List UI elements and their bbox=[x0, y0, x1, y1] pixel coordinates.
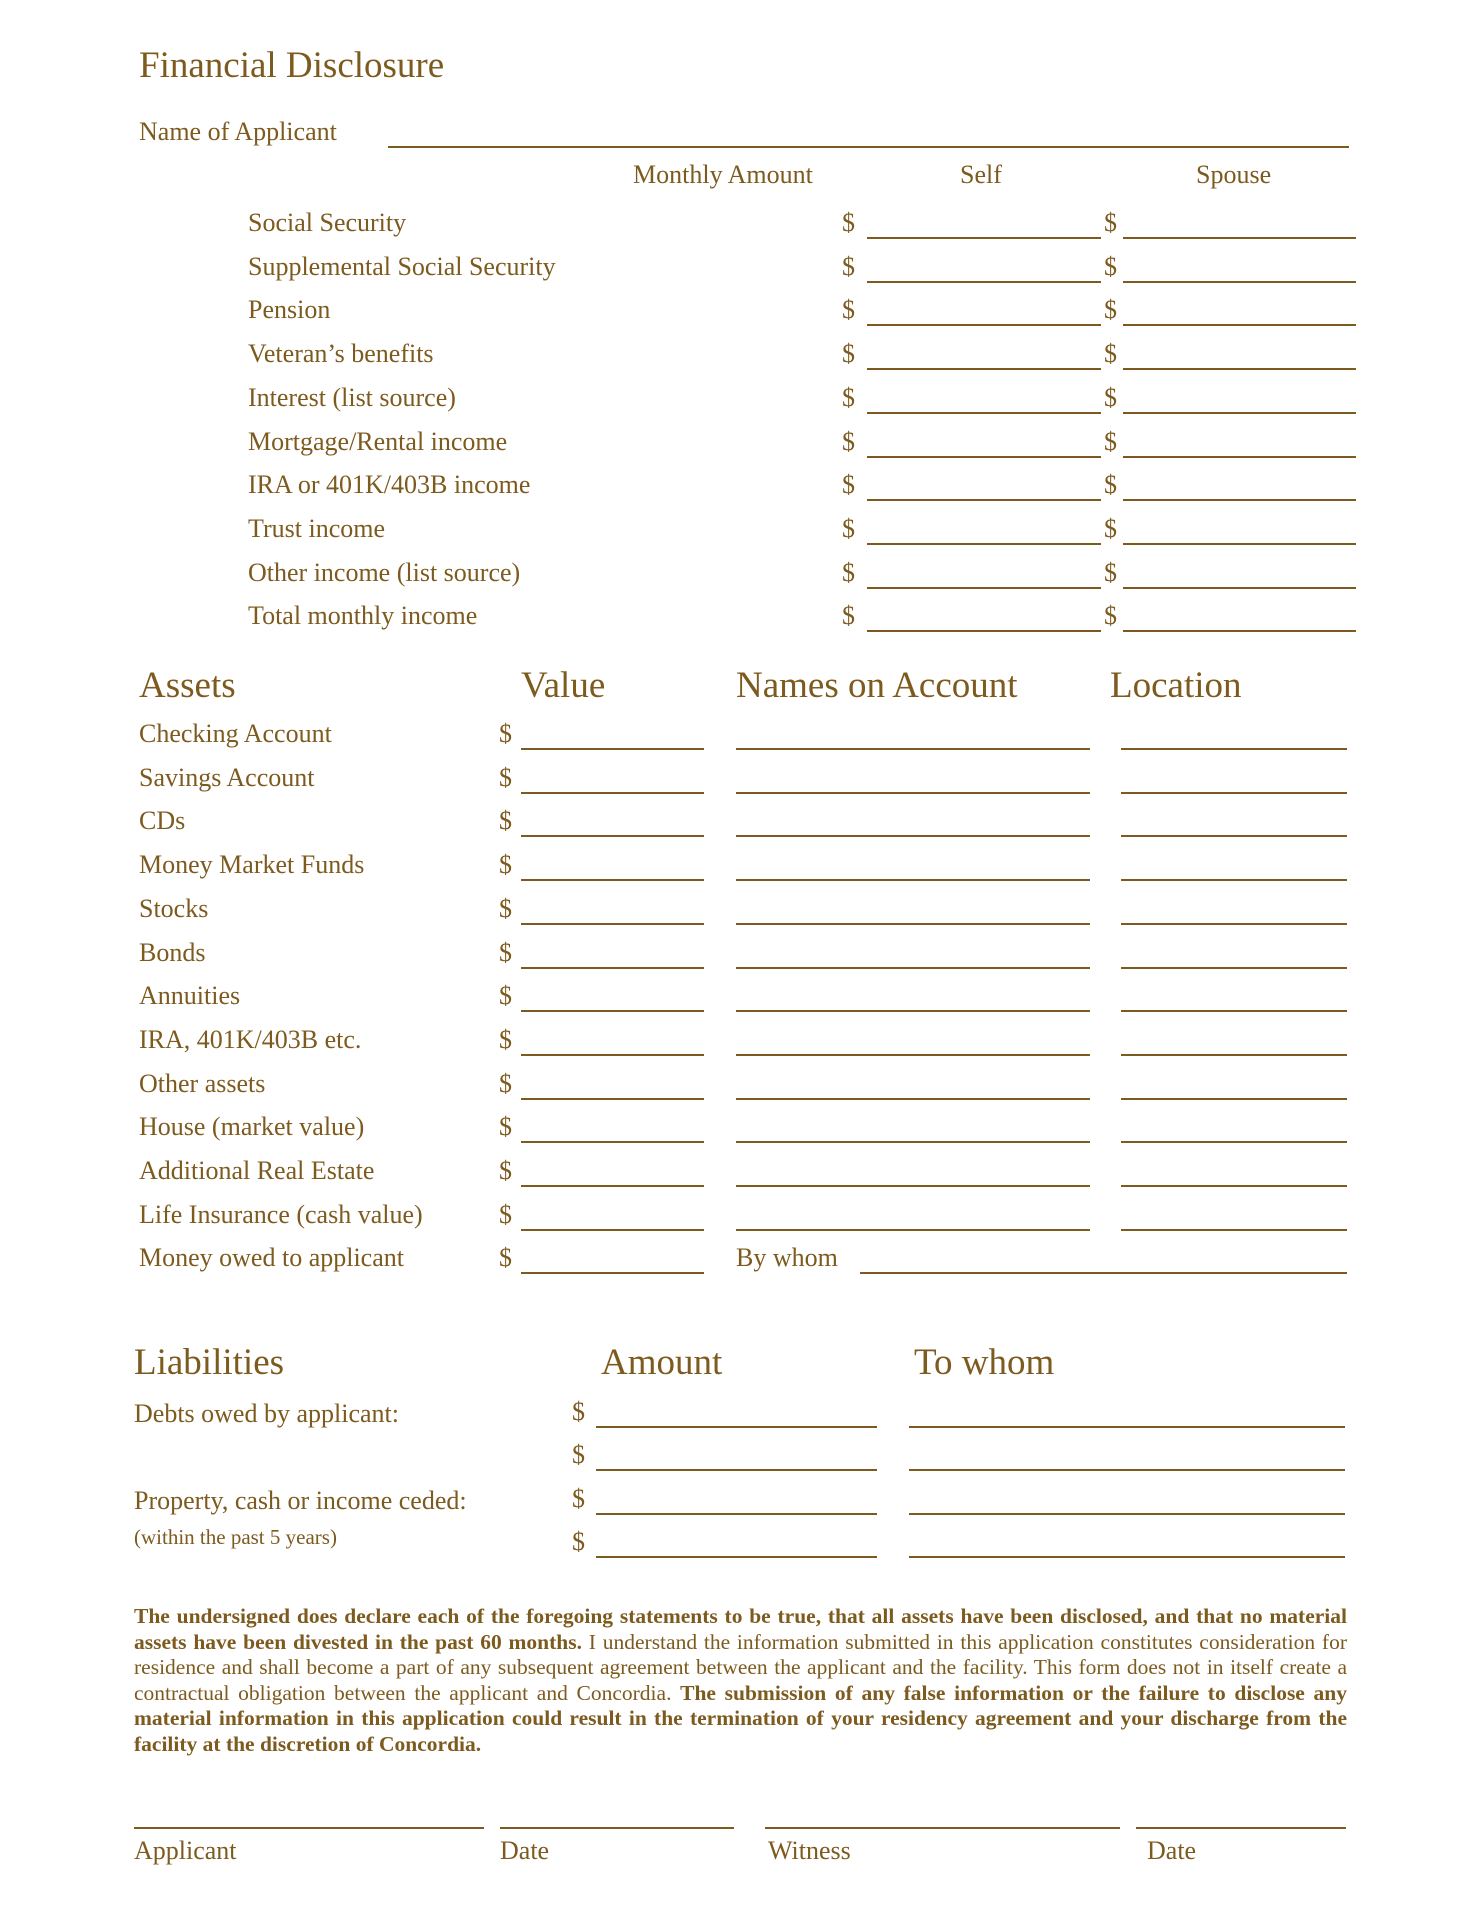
by-whom-field[interactable] bbox=[860, 1272, 1347, 1274]
liability-amount-field[interactable] bbox=[596, 1426, 877, 1428]
dollar-sign: $ bbox=[1104, 513, 1117, 543]
asset-row-label: Bonds bbox=[139, 937, 206, 967]
dollar-sign: $ bbox=[499, 762, 512, 792]
applicant-signature-line[interactable] bbox=[134, 1827, 484, 1829]
asset-value-field[interactable] bbox=[521, 1010, 704, 1012]
dollar-sign: $ bbox=[499, 1024, 512, 1054]
dollar-sign: $ bbox=[1104, 208, 1117, 237]
income-spouse-field[interactable] bbox=[1123, 630, 1356, 632]
dollar-sign: $ bbox=[1104, 426, 1117, 456]
dollar-sign: $ bbox=[842, 295, 855, 325]
asset-row-label: Life Insurance (cash value) bbox=[139, 1199, 423, 1229]
income-self-field[interactable] bbox=[867, 499, 1101, 501]
income-spouse-field[interactable] bbox=[1123, 543, 1356, 545]
declaration-normal: I understand the information submitted in this application constitutes consideration for residence and shall become a part of any subsequent agreement between the applicant and the facility. This form does not in itself create a contractual obligation between the applicant and Concordia. bbox=[134, 1629, 1347, 1705]
date-line-2[interactable] bbox=[1136, 1827, 1346, 1829]
liability-to-whom-field[interactable] bbox=[909, 1469, 1345, 1471]
witness-signature-line[interactable] bbox=[765, 1827, 1120, 1829]
asset-value-field[interactable] bbox=[521, 967, 704, 969]
income-row-label: Veteran’s benefits bbox=[248, 339, 434, 369]
income-self-field[interactable] bbox=[867, 281, 1101, 283]
income-spouse-field[interactable] bbox=[1123, 281, 1356, 283]
names-on-account-header: Names on Account bbox=[736, 665, 1018, 706]
dollar-sign: $ bbox=[499, 1068, 512, 1098]
asset-location-field[interactable] bbox=[1121, 967, 1347, 969]
liability-amount-field[interactable] bbox=[596, 1513, 877, 1515]
dollar-sign: $ bbox=[842, 601, 855, 631]
asset-names-field[interactable] bbox=[736, 792, 1090, 794]
dollar-sign: $ bbox=[499, 850, 512, 880]
dollar-sign: $ bbox=[842, 251, 855, 281]
dollar-sign: $ bbox=[572, 1483, 585, 1513]
income-self-field[interactable] bbox=[867, 412, 1101, 414]
dollar-sign: $ bbox=[1104, 295, 1117, 325]
asset-location-field[interactable] bbox=[1121, 1229, 1347, 1231]
dollar-sign: $ bbox=[1104, 557, 1117, 587]
dollar-sign: $ bbox=[842, 208, 855, 237]
asset-location-field[interactable] bbox=[1121, 1141, 1347, 1143]
dollar-sign: $ bbox=[499, 1112, 512, 1142]
dollar-sign: $ bbox=[499, 1199, 512, 1229]
asset-names-field[interactable] bbox=[736, 748, 1090, 750]
dollar-sign: $ bbox=[842, 426, 855, 456]
income-spouse-field[interactable] bbox=[1123, 499, 1356, 501]
asset-value-field[interactable] bbox=[521, 1054, 704, 1056]
asset-row-label: House (market value) bbox=[139, 1112, 365, 1142]
asset-row-label: CDs bbox=[139, 806, 186, 836]
date-label-1: Date bbox=[500, 1836, 550, 1865]
asset-value-field[interactable] bbox=[521, 1098, 704, 1100]
dollar-sign: $ bbox=[499, 1156, 512, 1185]
dollar-sign: $ bbox=[842, 339, 855, 369]
applicant-name-field[interactable] bbox=[388, 146, 1349, 148]
asset-row-label: IRA, 401K/403B etc. bbox=[139, 1024, 362, 1054]
asset-names-field[interactable] bbox=[736, 835, 1090, 837]
asset-row-label: Additional Real Estate bbox=[139, 1156, 375, 1185]
value-header: Value bbox=[521, 665, 606, 706]
asset-location-field[interactable] bbox=[1121, 1185, 1347, 1187]
dollar-sign: $ bbox=[499, 937, 512, 967]
income-self-field[interactable] bbox=[867, 456, 1101, 458]
dollar-sign: $ bbox=[572, 1440, 585, 1470]
income-self-field[interactable] bbox=[867, 587, 1101, 589]
asset-location-field[interactable] bbox=[1121, 835, 1347, 837]
date-label-2: Date bbox=[1147, 1836, 1197, 1865]
income-self-field[interactable] bbox=[867, 324, 1101, 326]
income-row-label: Trust income bbox=[248, 513, 385, 543]
liabilities-header: Liabilities bbox=[134, 1342, 285, 1383]
income-spouse-field[interactable] bbox=[1123, 456, 1356, 458]
asset-row-label: Stocks bbox=[139, 893, 209, 923]
asset-names-field[interactable] bbox=[736, 1010, 1090, 1012]
asset-location-field[interactable] bbox=[1121, 879, 1347, 881]
declaration-paragraph bbox=[134, 1604, 1347, 1758]
applicant-signature-label: Applicant bbox=[134, 1836, 237, 1865]
asset-row-label: Savings Account bbox=[139, 762, 315, 792]
income-self-field[interactable] bbox=[867, 630, 1101, 632]
asset-names-field[interactable] bbox=[736, 879, 1090, 881]
asset-value-field[interactable] bbox=[521, 1272, 704, 1274]
dollar-sign: $ bbox=[572, 1527, 585, 1557]
self-header: Self bbox=[960, 160, 1002, 189]
asset-row-label: Money owed to applicant bbox=[139, 1243, 404, 1273]
income-self-field[interactable] bbox=[867, 237, 1101, 239]
dollar-sign: $ bbox=[1104, 601, 1117, 631]
asset-value-field[interactable] bbox=[521, 1141, 704, 1143]
property-ceded-label: Property, cash or income ceded: bbox=[134, 1486, 467, 1515]
dollar-sign: $ bbox=[1104, 470, 1117, 500]
income-row-label: Mortgage/Rental income bbox=[248, 426, 508, 456]
income-row-label: Other income (list source) bbox=[248, 557, 521, 587]
property-ceded-note: (within the past 5 years) bbox=[134, 1525, 337, 1549]
asset-row-label: Checking Account bbox=[139, 719, 332, 748]
amount-header: Amount bbox=[601, 1342, 723, 1383]
dollar-sign: $ bbox=[499, 981, 512, 1011]
asset-row-label: Money Market Funds bbox=[139, 850, 365, 880]
liability-to-whom-field[interactable] bbox=[909, 1513, 1345, 1515]
asset-value-field[interactable] bbox=[521, 923, 704, 925]
income-row-label: Social Security bbox=[248, 208, 407, 237]
income-self-field[interactable] bbox=[867, 543, 1101, 545]
asset-row-label: Other assets bbox=[139, 1068, 266, 1098]
asset-location-field[interactable] bbox=[1121, 1010, 1347, 1012]
asset-location-field[interactable] bbox=[1121, 1098, 1347, 1100]
asset-names-field[interactable] bbox=[736, 1054, 1090, 1056]
income-spouse-field[interactable] bbox=[1123, 368, 1356, 370]
monthly-amount-header: Monthly Amount bbox=[633, 160, 813, 189]
income-row-label: Pension bbox=[248, 295, 331, 325]
dollar-sign: $ bbox=[1104, 382, 1117, 412]
asset-names-field[interactable] bbox=[736, 967, 1090, 969]
asset-names-field[interactable] bbox=[736, 1098, 1090, 1100]
debts-owed-label: Debts owed by applicant: bbox=[134, 1399, 399, 1428]
dollar-sign: $ bbox=[842, 557, 855, 587]
income-spouse-field[interactable] bbox=[1123, 237, 1356, 239]
dollar-sign: $ bbox=[499, 806, 512, 836]
dollar-sign: $ bbox=[499, 893, 512, 923]
asset-location-field[interactable] bbox=[1121, 923, 1347, 925]
income-row-label: IRA or 401K/403B income bbox=[248, 470, 531, 500]
asset-value-field[interactable] bbox=[521, 879, 704, 881]
assets-header: Assets bbox=[139, 665, 236, 706]
page-title: Financial Disclosure bbox=[139, 45, 445, 86]
asset-row-label: Annuities bbox=[139, 981, 241, 1011]
dollar-sign: $ bbox=[572, 1397, 585, 1426]
dollar-sign: $ bbox=[842, 382, 855, 412]
by-whom-label: By whom bbox=[736, 1243, 838, 1273]
asset-value-field[interactable] bbox=[521, 835, 704, 837]
asset-value-field[interactable] bbox=[521, 792, 704, 794]
asset-names-field[interactable] bbox=[736, 1141, 1090, 1143]
income-row-label: Supplemental Social Security bbox=[248, 251, 556, 281]
dollar-sign: $ bbox=[499, 1243, 512, 1273]
asset-names-field[interactable] bbox=[736, 1185, 1090, 1187]
income-spouse-field[interactable] bbox=[1123, 324, 1356, 326]
income-row-label: Interest (list source) bbox=[248, 382, 456, 412]
location-header: Location bbox=[1110, 665, 1242, 706]
asset-names-field[interactable] bbox=[736, 923, 1090, 925]
income-self-field[interactable] bbox=[867, 368, 1101, 370]
liability-to-whom-field[interactable] bbox=[909, 1426, 1345, 1428]
asset-names-field[interactable] bbox=[736, 1229, 1090, 1231]
income-spouse-field[interactable] bbox=[1123, 412, 1356, 414]
declaration-bold-1: The undersigned does declare each of the foregoing statements to be true, that all assets have been disclosed, and that no material assets have been divested in the past 60 months. bbox=[134, 1604, 1347, 1654]
asset-location-field[interactable] bbox=[1121, 792, 1347, 794]
asset-value-field[interactable] bbox=[521, 1229, 704, 1231]
witness-label: Witness bbox=[768, 1836, 851, 1865]
declaration-bold-2: The submission of any false information or the failure to disclose any material information in this application could result in the termination of your residency agreement and your discharge from the facility at the discretion of Concordia. bbox=[134, 1680, 1347, 1756]
dollar-sign: $ bbox=[1104, 339, 1117, 369]
liability-amount-field[interactable] bbox=[596, 1556, 877, 1558]
applicant-name-label: Name of Applicant bbox=[139, 117, 337, 146]
dollar-sign: $ bbox=[842, 470, 855, 500]
liability-amount-field[interactable] bbox=[596, 1469, 877, 1471]
asset-value-field[interactable] bbox=[521, 748, 704, 750]
income-row-label: Total monthly income bbox=[248, 601, 478, 631]
dollar-sign: $ bbox=[842, 513, 855, 543]
dollar-sign: $ bbox=[499, 719, 512, 748]
dollar-sign: $ bbox=[1104, 251, 1117, 281]
asset-value-field[interactable] bbox=[521, 1185, 704, 1187]
income-spouse-field[interactable] bbox=[1123, 587, 1356, 589]
liability-to-whom-field[interactable] bbox=[909, 1556, 1345, 1558]
asset-location-field[interactable] bbox=[1121, 748, 1347, 750]
spouse-header: Spouse bbox=[1196, 160, 1272, 189]
to-whom-header: To whom bbox=[914, 1342, 1055, 1383]
date-line-1[interactable] bbox=[500, 1827, 734, 1829]
asset-location-field[interactable] bbox=[1121, 1054, 1347, 1056]
